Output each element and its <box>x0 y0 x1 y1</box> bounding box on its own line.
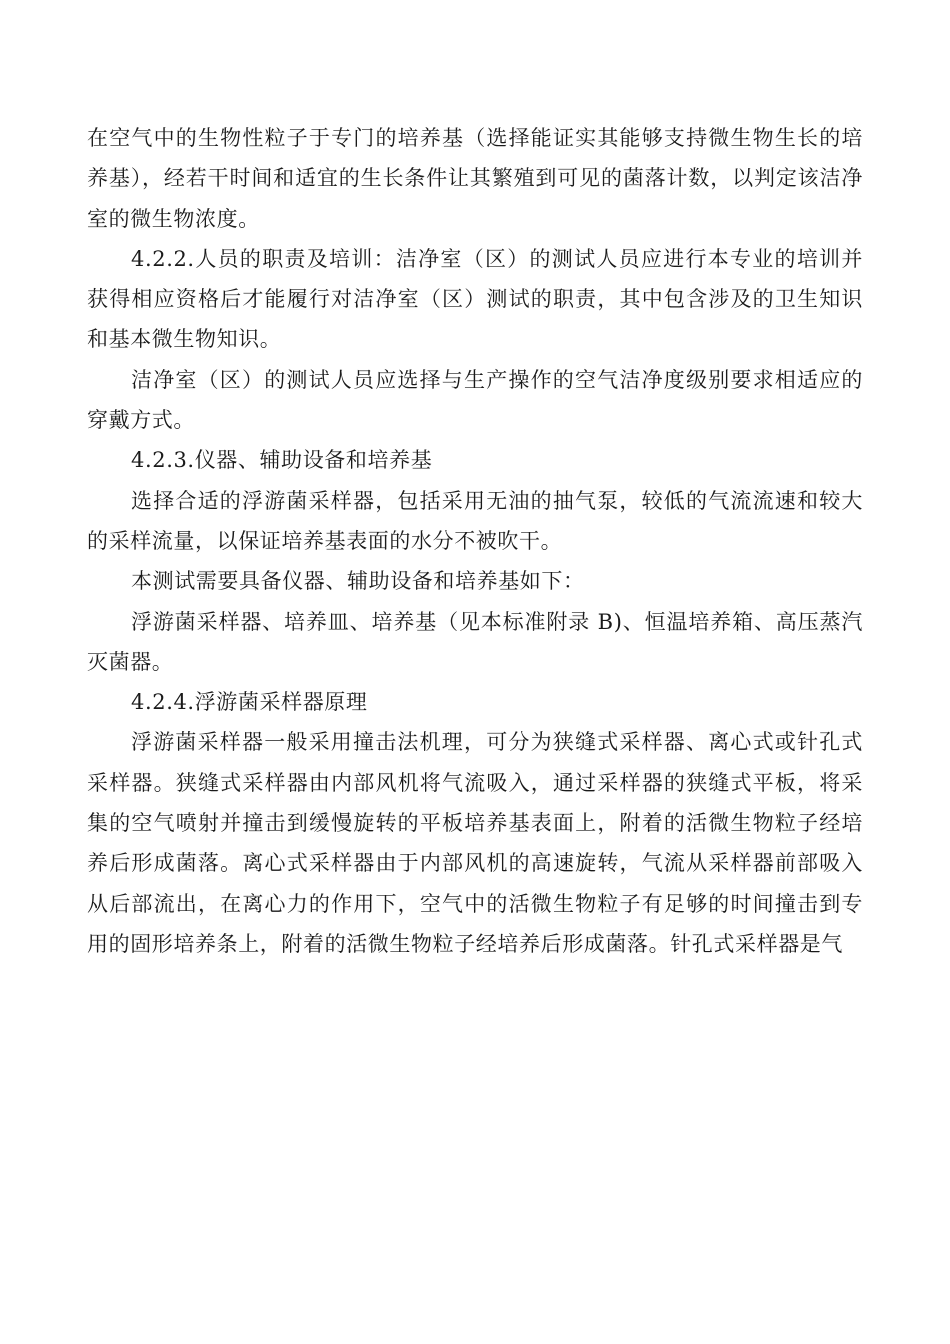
paragraph-attire: 洁净室（区）的测试人员应选择与生产操作的空气洁净度级别要求相适应的穿戴方式。 <box>87 367 863 433</box>
section-heading-instruments: 4.2.3.仪器、辅助设备和培养基 <box>131 448 433 473</box>
paragraph-sampler-selection: 选择合适的浮游菌采样器，包括采用无油的抽气泵，较低的气流流速和较大的采样流量，以保证培养基表面的水分不被吹干。 <box>87 488 863 553</box>
document-page <box>87 118 863 964</box>
paragraph-equipment-list: 浮游菌采样器、培养皿、培养基（见本标准附录 B)、恒温培养箱、高压蒸汽灭菌器。 <box>87 609 863 674</box>
paragraph-continuation: 在空气中的生物性粒子于专门的培养基（选择能证实其能够支持微生物生长的培养基），经若干时间和适宜的生长条件让其繁殖到可见的菌落计数，以判定该洁净室的微生物浓度。 <box>87 126 863 231</box>
paragraph-sampler-principle: 浮游菌采样器一般采用撞击法机理，可分为狭缝式采样器、离心式或针孔式采样器。狭缝式采样器由内部风机将气流吸入，通过采样器的狭缝式平板，将采集的空气喷射并撞击到缓慢旋转的平板培养基表面上，附着的活微生物粒子经培养后形成菌落。离心式采样器由于内部风机的高速旋转，气流从采样器前部吸入从后部流出，在离心力的作用下，空气中的活微生物粒子有足够的时间撞击到专用的固形培养条上，附着的活微生物粒子经培养后形成菌落。针孔式采样器是气 <box>87 730 863 956</box>
paragraph-equipment-intro: 本测试需要具备仪器、辅助设备和培养基如下： <box>131 569 585 594</box>
section-heading-sampler-principle: 4.2.4.浮游菌采样器原理 <box>131 690 368 715</box>
paragraph-personnel-training: 4.2.2.人员的职责及培训：洁净室（区）的测试人员应进行本专业的培训并获得相应资格后才能履行对洁净室（区）测试的职责，其中包含涉及的卫生知识和基本微生物知识。 <box>87 246 863 352</box>
